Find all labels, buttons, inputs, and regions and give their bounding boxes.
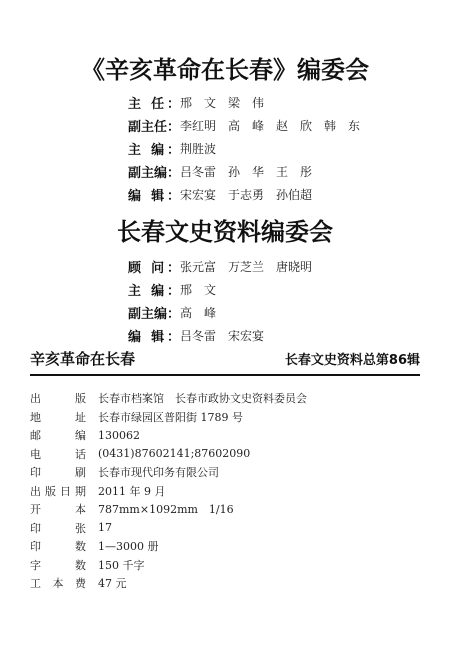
info-label: 邮 编 xyxy=(30,429,86,443)
info-label: 地 址 xyxy=(30,410,86,424)
info-value: 787mm×1092mm 1/16 xyxy=(98,503,234,517)
info-value: 17 xyxy=(98,521,112,535)
committee-names: 宋宏宴 于志勇 孙伯超 xyxy=(180,188,313,202)
info-label: 电 话 xyxy=(30,447,86,461)
info-row xyxy=(30,500,307,519)
info-label: 印 数 xyxy=(30,540,86,554)
info-row xyxy=(30,408,307,427)
info-value: 130062 xyxy=(98,428,140,442)
committee-role: 主 编： xyxy=(128,143,180,158)
info-value: 长春市档案馆 长春市政协文史资料委员会 xyxy=(98,392,307,406)
info-value: 长春市现代印务有限公司 xyxy=(98,466,219,480)
band-book-title: 辛亥革命在长春 xyxy=(30,349,136,368)
committee-names: 吕冬雷 孙 华 王 彤 xyxy=(180,165,313,179)
publication-info xyxy=(30,389,307,593)
info-row xyxy=(30,537,307,556)
committee-names: 荆胜波 xyxy=(180,142,217,156)
committee-role: 主 任： xyxy=(128,97,180,112)
info-row xyxy=(30,556,307,575)
band-series-number: 长春文史资料总第86辑 xyxy=(284,352,420,368)
committee-role: 副主任： xyxy=(128,120,181,135)
committee-row xyxy=(128,160,360,183)
info-value: 47 元 xyxy=(98,577,127,591)
committee-names: 邢 文 梁 伟 xyxy=(180,96,265,110)
info-row xyxy=(30,389,307,408)
committee-row xyxy=(128,91,360,114)
info-label: 字 数 xyxy=(30,558,86,572)
committee-role: 副主编： xyxy=(128,166,181,181)
info-value: 2011 年 9 月 xyxy=(98,484,166,498)
divider-rule xyxy=(30,374,420,376)
series-committee-title: 长春文史资料编委会 xyxy=(117,217,333,246)
info-row xyxy=(30,574,307,593)
committee-names: 邢 文 xyxy=(180,283,217,297)
committee-role: 主 编： xyxy=(128,284,180,299)
info-label: 印 刷 xyxy=(30,466,86,480)
committee-names: 李红明 高 峰 赵 欣 韩 东 xyxy=(180,119,361,133)
info-value: (0431)87602141;87602090 xyxy=(98,447,251,461)
committee-role: 编 辑： xyxy=(128,330,180,345)
info-label: 开 本 xyxy=(30,503,86,517)
info-row xyxy=(30,519,307,538)
committee-role: 副主编： xyxy=(128,307,181,322)
title-band xyxy=(30,345,420,371)
info-row xyxy=(30,445,307,464)
info-row xyxy=(30,482,307,501)
committee-names: 吕冬雷 宋宏宴 xyxy=(180,329,265,343)
committee-role: 编 辑： xyxy=(128,189,180,204)
info-row xyxy=(30,463,307,482)
committee-names: 高 峰 xyxy=(180,306,217,320)
committee-row xyxy=(128,255,312,278)
committee-row xyxy=(128,324,312,347)
info-row xyxy=(30,426,307,445)
committee-row xyxy=(128,278,312,301)
committee-row xyxy=(128,183,360,206)
info-label: 出版日期 xyxy=(30,484,86,498)
book-committee-list xyxy=(128,91,360,206)
series-committee-list xyxy=(128,255,312,347)
info-label: 出 版 xyxy=(30,392,86,406)
info-value: 长春市绿园区普阳街 1789 号 xyxy=(98,410,243,424)
committee-row xyxy=(128,301,312,324)
info-value: 150 千字 xyxy=(98,558,145,572)
book-committee-title: 《辛亥革命在长春》编委会 xyxy=(81,55,369,84)
committee-row xyxy=(128,114,360,137)
info-label: 印 张 xyxy=(30,521,86,535)
info-value: 1—3000 册 xyxy=(98,540,159,554)
committee-names: 张元富 万芝兰 唐晓明 xyxy=(180,260,313,274)
info-label: 工 本 费 xyxy=(30,577,86,591)
committee-row xyxy=(128,137,360,160)
committee-role: 顾 问： xyxy=(128,261,180,276)
